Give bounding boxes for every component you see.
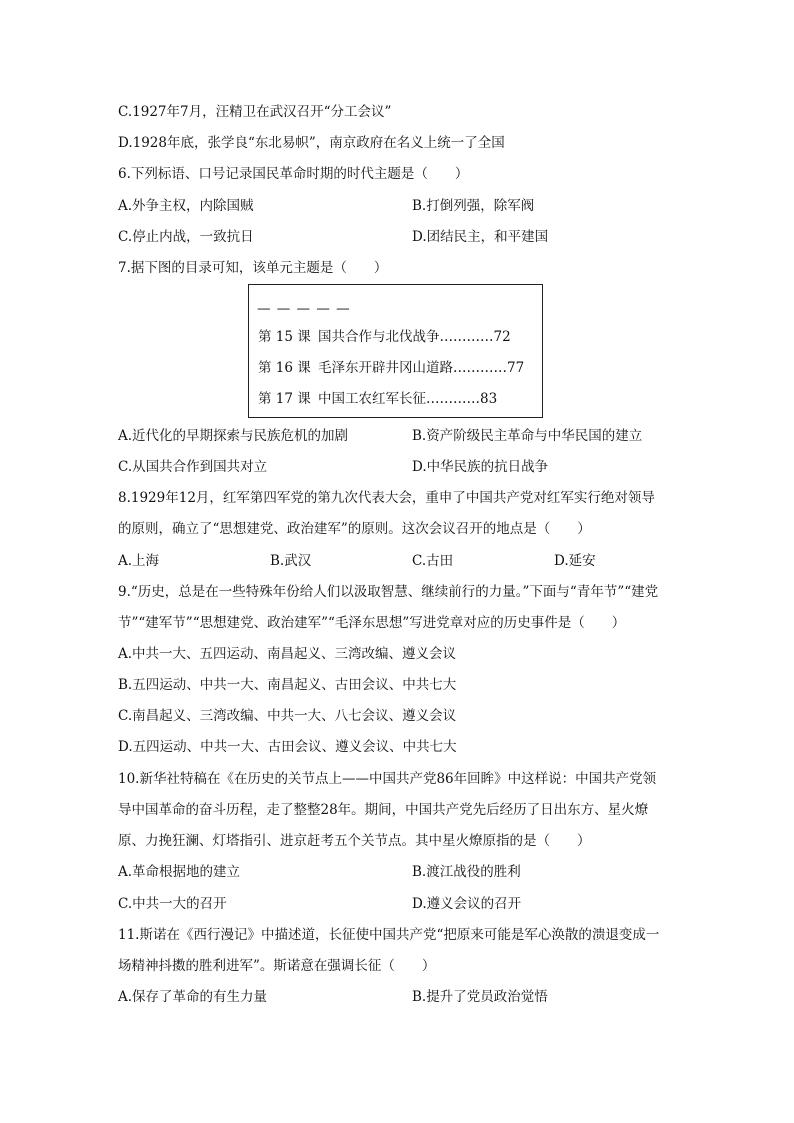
question-11-line-1: 11.斯诺在《西行漫记》中描述道，长征使中国共产党“把原来可能是军心涣散的溃退变成一 <box>118 927 660 943</box>
q8-option-b: B.武汉 <box>270 553 312 569</box>
q5-option-d: D.1928年底，张学良“东北易帜”，南京政府在名义上统一了全国 <box>118 135 505 151</box>
table-of-contents-box <box>248 284 543 418</box>
toc-lesson-number: 第 16 课 <box>258 360 311 376</box>
toc-unit-dash: — — — — — <box>257 301 351 317</box>
q5-option-c: C.1927年7月，汪精卫在武汉召开“分工会议” <box>118 104 392 120</box>
toc-lesson-title: 中国工农红军长征…………83 <box>318 391 498 407</box>
question-10-line-3: 原、力挽狂澜、灯塔指引、进京赶考五个关节点。其中星火燎原指的是（ ） <box>118 833 591 849</box>
toc-row <box>258 389 497 409</box>
q9-option-b: B.五四运动、中共一大、南昌起义、古田会议、中共七大 <box>118 677 457 693</box>
q6-option-a: A.外争主权，内除国贼 <box>118 198 254 214</box>
q11-option-b: B.提升了党员政治觉悟 <box>412 989 548 1005</box>
question-9-line-2: 节”“建军节”“思想建党、政治建军”“毛泽东思想”写进党章对应的历史事件是（ ） <box>118 615 626 631</box>
q7-option-b: B.资产阶级民主革命与中华民国的建立 <box>412 428 643 444</box>
q6-option-b: B.打倒列强，除军阀 <box>412 198 535 214</box>
toc-lesson-number: 第 15 课 <box>258 329 311 345</box>
question-11-line-2: 场精神抖擞的胜利进军”。斯诺意在强调长征（ ） <box>118 958 436 974</box>
q9-option-c: C.南昌起义、三湾改编、中共一大、八七会议、遵义会议 <box>118 708 457 724</box>
q9-option-a: A.中共一大、五四运动、南昌起义、三湾改编、遵义会议 <box>118 646 457 662</box>
q7-option-d: D.中华民族的抗日战争 <box>412 459 549 475</box>
toc-lesson-title: 毛泽东开辟井冈山道路…………77 <box>318 360 525 376</box>
toc-lesson-title: 国共合作与北伐战争…………72 <box>318 329 511 345</box>
toc-lesson-number: 第 17 课 <box>258 391 311 407</box>
question-7: 7.据下图的目录可知，该单元主题是（ ） <box>118 260 388 276</box>
q10-option-c: C.中共一大的召开 <box>118 896 227 912</box>
q7-option-c: C.从国共合作到国共对立 <box>118 459 268 475</box>
q8-option-c: C.古田 <box>412 553 454 569</box>
question-10-line-2: 导中国革命的奋斗历程，走了整整28年。期间，中国共产党先后经历了日出东方、星火燎 <box>118 802 649 818</box>
question-8-line-1: 8.1929年12月，红军第四军党的第九次代表大会，重申了中国共产党对红军实行绝对领导 <box>118 490 655 506</box>
q10-option-b: B.渡江战役的胜利 <box>412 864 521 880</box>
q6-option-c: C.停止内战，一致抗日 <box>118 229 254 245</box>
q8-option-d: D.延安 <box>554 553 596 569</box>
q8-option-a: A.上海 <box>118 553 160 569</box>
question-6: 6.下列标语、口号记录国民革命时期的时代主题是（ ） <box>118 166 469 182</box>
question-9-line-1: 9.“历史，总是在一些特殊年份给人们以汲取智慧、继续前行的力量。”下面与“青年节”“建党 <box>118 584 659 600</box>
q7-option-a: A.近代化的早期探索与民族危机的加剧 <box>118 428 349 444</box>
q10-option-a: A.革命根据地的建立 <box>118 864 241 880</box>
toc-row <box>258 358 524 378</box>
question-8-line-2: 的原则，确立了“思想建党、政治建军”的原则。这次会议召开的地点是（ ） <box>118 521 591 537</box>
q9-option-d: D.五四运动、中共一大、古田会议、遵义会议、中共七大 <box>118 739 457 755</box>
q10-option-d: D.遵义会议的召开 <box>412 896 522 912</box>
question-10-line-1: 10.新华社特稿在《在历史的关节点上——中国共产党86年回眸》中这样说：中国共产党领 <box>118 771 657 787</box>
q6-option-d: D.团结民主，和平建国 <box>412 229 549 245</box>
q11-option-a: A.保存了革命的有生力量 <box>118 989 268 1005</box>
toc-row <box>258 327 511 347</box>
